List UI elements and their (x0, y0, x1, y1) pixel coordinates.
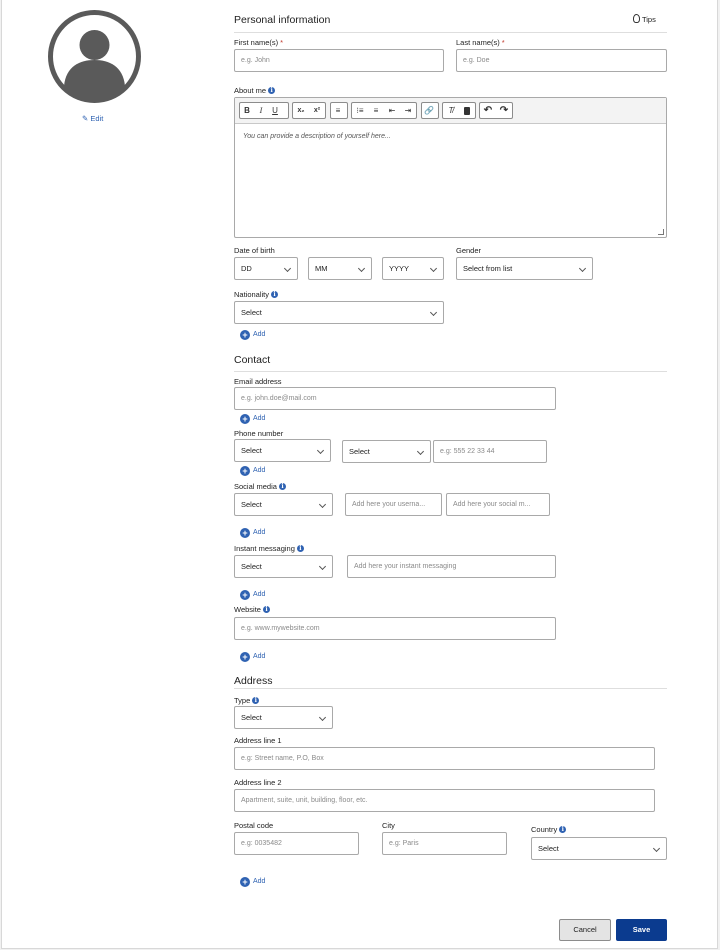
add-label: Add (253, 591, 266, 598)
edit-label: Edit (90, 114, 104, 123)
address-type-label (234, 696, 259, 705)
format-group (239, 102, 289, 119)
info-icon[interactable]: i (268, 87, 275, 94)
social-media-label-text: Social media (234, 482, 277, 491)
about-me-textarea[interactable]: You can provide a description of yourself here... (243, 133, 391, 140)
align-group (330, 102, 348, 119)
address-line1-input[interactable]: e.g: Street name, P.O, Box (234, 747, 655, 770)
bold-button[interactable]: B (244, 106, 250, 115)
address-line1-label: Address line 1 (234, 736, 282, 745)
website-label-text: Website (234, 605, 261, 614)
add-label: Add (253, 653, 266, 660)
redo-icon[interactable]: ↷ (499, 105, 509, 116)
plus-circle-icon: + (240, 330, 250, 340)
add-label: Add (253, 415, 266, 422)
first-name-label (234, 38, 283, 47)
country-label (531, 825, 566, 834)
plus-circle-icon: + (240, 652, 250, 662)
country-select[interactable] (531, 837, 667, 860)
trash-icon[interactable] (459, 103, 475, 118)
section-title-contact: Contact (234, 354, 271, 366)
required-mark: * (280, 38, 284, 47)
plus-circle-icon: + (240, 590, 250, 600)
clear-group (442, 102, 476, 119)
last-name-label (456, 38, 505, 47)
avatar[interactable] (46, 8, 143, 105)
undo-icon[interactable]: ↶ (483, 105, 493, 116)
dob-month-value: MM (315, 264, 328, 273)
instant-messaging-label (234, 544, 304, 553)
address-line2-label: Address line 2 (234, 778, 282, 787)
first-name-label-text: First name(s) (234, 38, 279, 47)
about-me-editor[interactable] (234, 97, 667, 238)
last-name-label-text: Last name(s) (456, 38, 500, 47)
website-input[interactable]: e.g. www.mywebsite.com (234, 617, 556, 640)
instant-messaging-label-text: Instant messaging (234, 544, 295, 553)
city-label: City (382, 821, 395, 830)
nationality-select[interactable] (234, 301, 444, 324)
dob-label: Date of birth (234, 246, 275, 255)
chevron-down-icon (417, 448, 424, 455)
instant-messaging-value: Select (241, 562, 262, 571)
add-label: Add (253, 331, 266, 338)
tips-link[interactable] (633, 14, 656, 24)
tips-label: Tips (641, 15, 656, 24)
link-icon[interactable]: 🔗 (424, 106, 434, 115)
last-name-input[interactable]: e.g. Doe (456, 49, 667, 72)
link-group (421, 102, 439, 119)
required-mark: * (501, 38, 505, 47)
gender-select[interactable] (456, 257, 593, 280)
phone-code-select[interactable] (342, 440, 431, 463)
chevron-down-icon (284, 265, 291, 272)
pencil-icon: ✎ (82, 114, 89, 123)
add-address-button[interactable] (240, 877, 265, 887)
social-link-input[interactable]: Add here your social m... (446, 493, 550, 516)
chevron-down-icon (319, 563, 326, 570)
add-social-button[interactable] (240, 528, 265, 538)
underline-button[interactable]: U (272, 106, 278, 115)
gender-value: Select from list (463, 264, 513, 273)
phone-type-select[interactable] (234, 439, 331, 462)
form-page (1, 0, 718, 949)
add-email-button[interactable] (240, 414, 265, 424)
dob-month-select[interactable] (308, 257, 372, 280)
add-phone-button[interactable] (240, 466, 265, 476)
social-username-input[interactable]: Add here your userna... (345, 493, 442, 516)
section-title-address: Address (234, 675, 273, 687)
add-nationality-button[interactable] (240, 330, 265, 340)
italic-button[interactable]: I (259, 106, 263, 115)
align-left-icon[interactable]: ≡ (335, 106, 341, 115)
address-type-label-text: Type (234, 696, 251, 705)
bullet-list-icon[interactable]: ≡ (373, 106, 379, 115)
social-media-value: Select (241, 500, 262, 509)
info-icon[interactable]: i (271, 291, 278, 298)
section-divider (234, 371, 667, 372)
superscript-button[interactable]: x² (313, 107, 321, 114)
chevron-down-icon (319, 714, 326, 721)
editor-toolbar (235, 98, 666, 124)
user-avatar-icon (46, 8, 143, 105)
chevron-down-icon (319, 501, 326, 508)
chevron-down-icon (653, 845, 660, 852)
instant-messaging-input[interactable]: Add here your instant messaging (347, 555, 556, 578)
dob-year-select[interactable] (382, 257, 444, 280)
add-im-button[interactable] (240, 590, 265, 600)
lightbulb-icon (633, 14, 640, 23)
plus-circle-icon: + (240, 466, 250, 476)
add-label: Add (253, 529, 266, 536)
address-type-select[interactable] (234, 706, 333, 729)
about-me-label (234, 86, 275, 95)
nationality-label (234, 290, 278, 299)
subscript-button[interactable]: x₂ (297, 107, 305, 114)
info-icon[interactable]: i (559, 826, 566, 833)
phone-code-value: Select (349, 447, 370, 456)
phone-input[interactable]: e.g: 555 22 33 44 (433, 440, 547, 463)
indent-icon[interactable]: ⇥ (404, 106, 412, 115)
country-value: Select (538, 844, 559, 853)
website-label (234, 605, 270, 614)
country-label-text: Country (531, 825, 558, 834)
info-icon[interactable]: i (297, 545, 304, 552)
first-name-input[interactable]: e.g. John (234, 49, 444, 72)
info-icon[interactable]: i (279, 483, 286, 490)
nationality-label-text: Nationality (234, 290, 270, 299)
postal-code-label: Postal code (234, 821, 274, 830)
outdent-icon[interactable]: ⇤ (388, 106, 396, 115)
plus-circle-icon: + (240, 528, 250, 538)
address-type-value: Select (241, 713, 262, 722)
social-media-label (234, 482, 286, 491)
info-icon[interactable]: i (252, 697, 259, 704)
chevron-down-icon (317, 447, 324, 454)
edit-avatar-link[interactable] (82, 114, 103, 123)
dob-year-value: YYYY (389, 264, 410, 273)
dob-day-value: DD (241, 264, 252, 273)
email-label: Email address (234, 377, 282, 386)
add-label: Add (253, 878, 266, 885)
list-group (351, 102, 417, 119)
address-line2-input[interactable]: Apartment, suite, unit, building, floor, etc. (234, 789, 655, 812)
email-input[interactable]: e.g. john.doe@mail.com (234, 387, 556, 410)
plus-circle-icon: + (240, 414, 250, 424)
city-input[interactable]: e.g: Paris (382, 832, 507, 855)
about-me-label-text: About me (234, 86, 267, 95)
postal-code-input[interactable]: e.g: 0035482 (234, 832, 359, 855)
chevron-down-icon (430, 309, 437, 316)
instant-messaging-select[interactable] (234, 555, 333, 578)
clear-format-icon[interactable]: T̸ (448, 106, 454, 115)
add-label: Add (253, 467, 266, 474)
social-media-select[interactable] (234, 493, 333, 516)
info-icon[interactable]: i (263, 606, 270, 613)
script-group (292, 102, 326, 119)
section-divider (234, 32, 667, 33)
phone-label: Phone number (234, 429, 284, 438)
phone-type-value: Select (241, 446, 262, 455)
chevron-down-icon (579, 265, 586, 272)
gender-label: Gender (456, 246, 482, 255)
section-divider (234, 688, 667, 689)
dob-day-select[interactable] (234, 257, 298, 280)
numbered-list-icon[interactable]: ⁝≡ (356, 106, 364, 115)
plus-circle-icon: + (240, 877, 250, 887)
save-button[interactable]: Save (616, 919, 667, 941)
resize-handle-icon[interactable] (658, 229, 664, 235)
history-group (479, 102, 513, 119)
cancel-button[interactable]: Cancel (559, 919, 611, 941)
section-title-personal: Personal information (234, 14, 331, 26)
add-website-button[interactable] (240, 652, 265, 662)
chevron-down-icon (358, 265, 365, 272)
chevron-down-icon (430, 265, 437, 272)
nationality-value: Select (241, 308, 262, 317)
